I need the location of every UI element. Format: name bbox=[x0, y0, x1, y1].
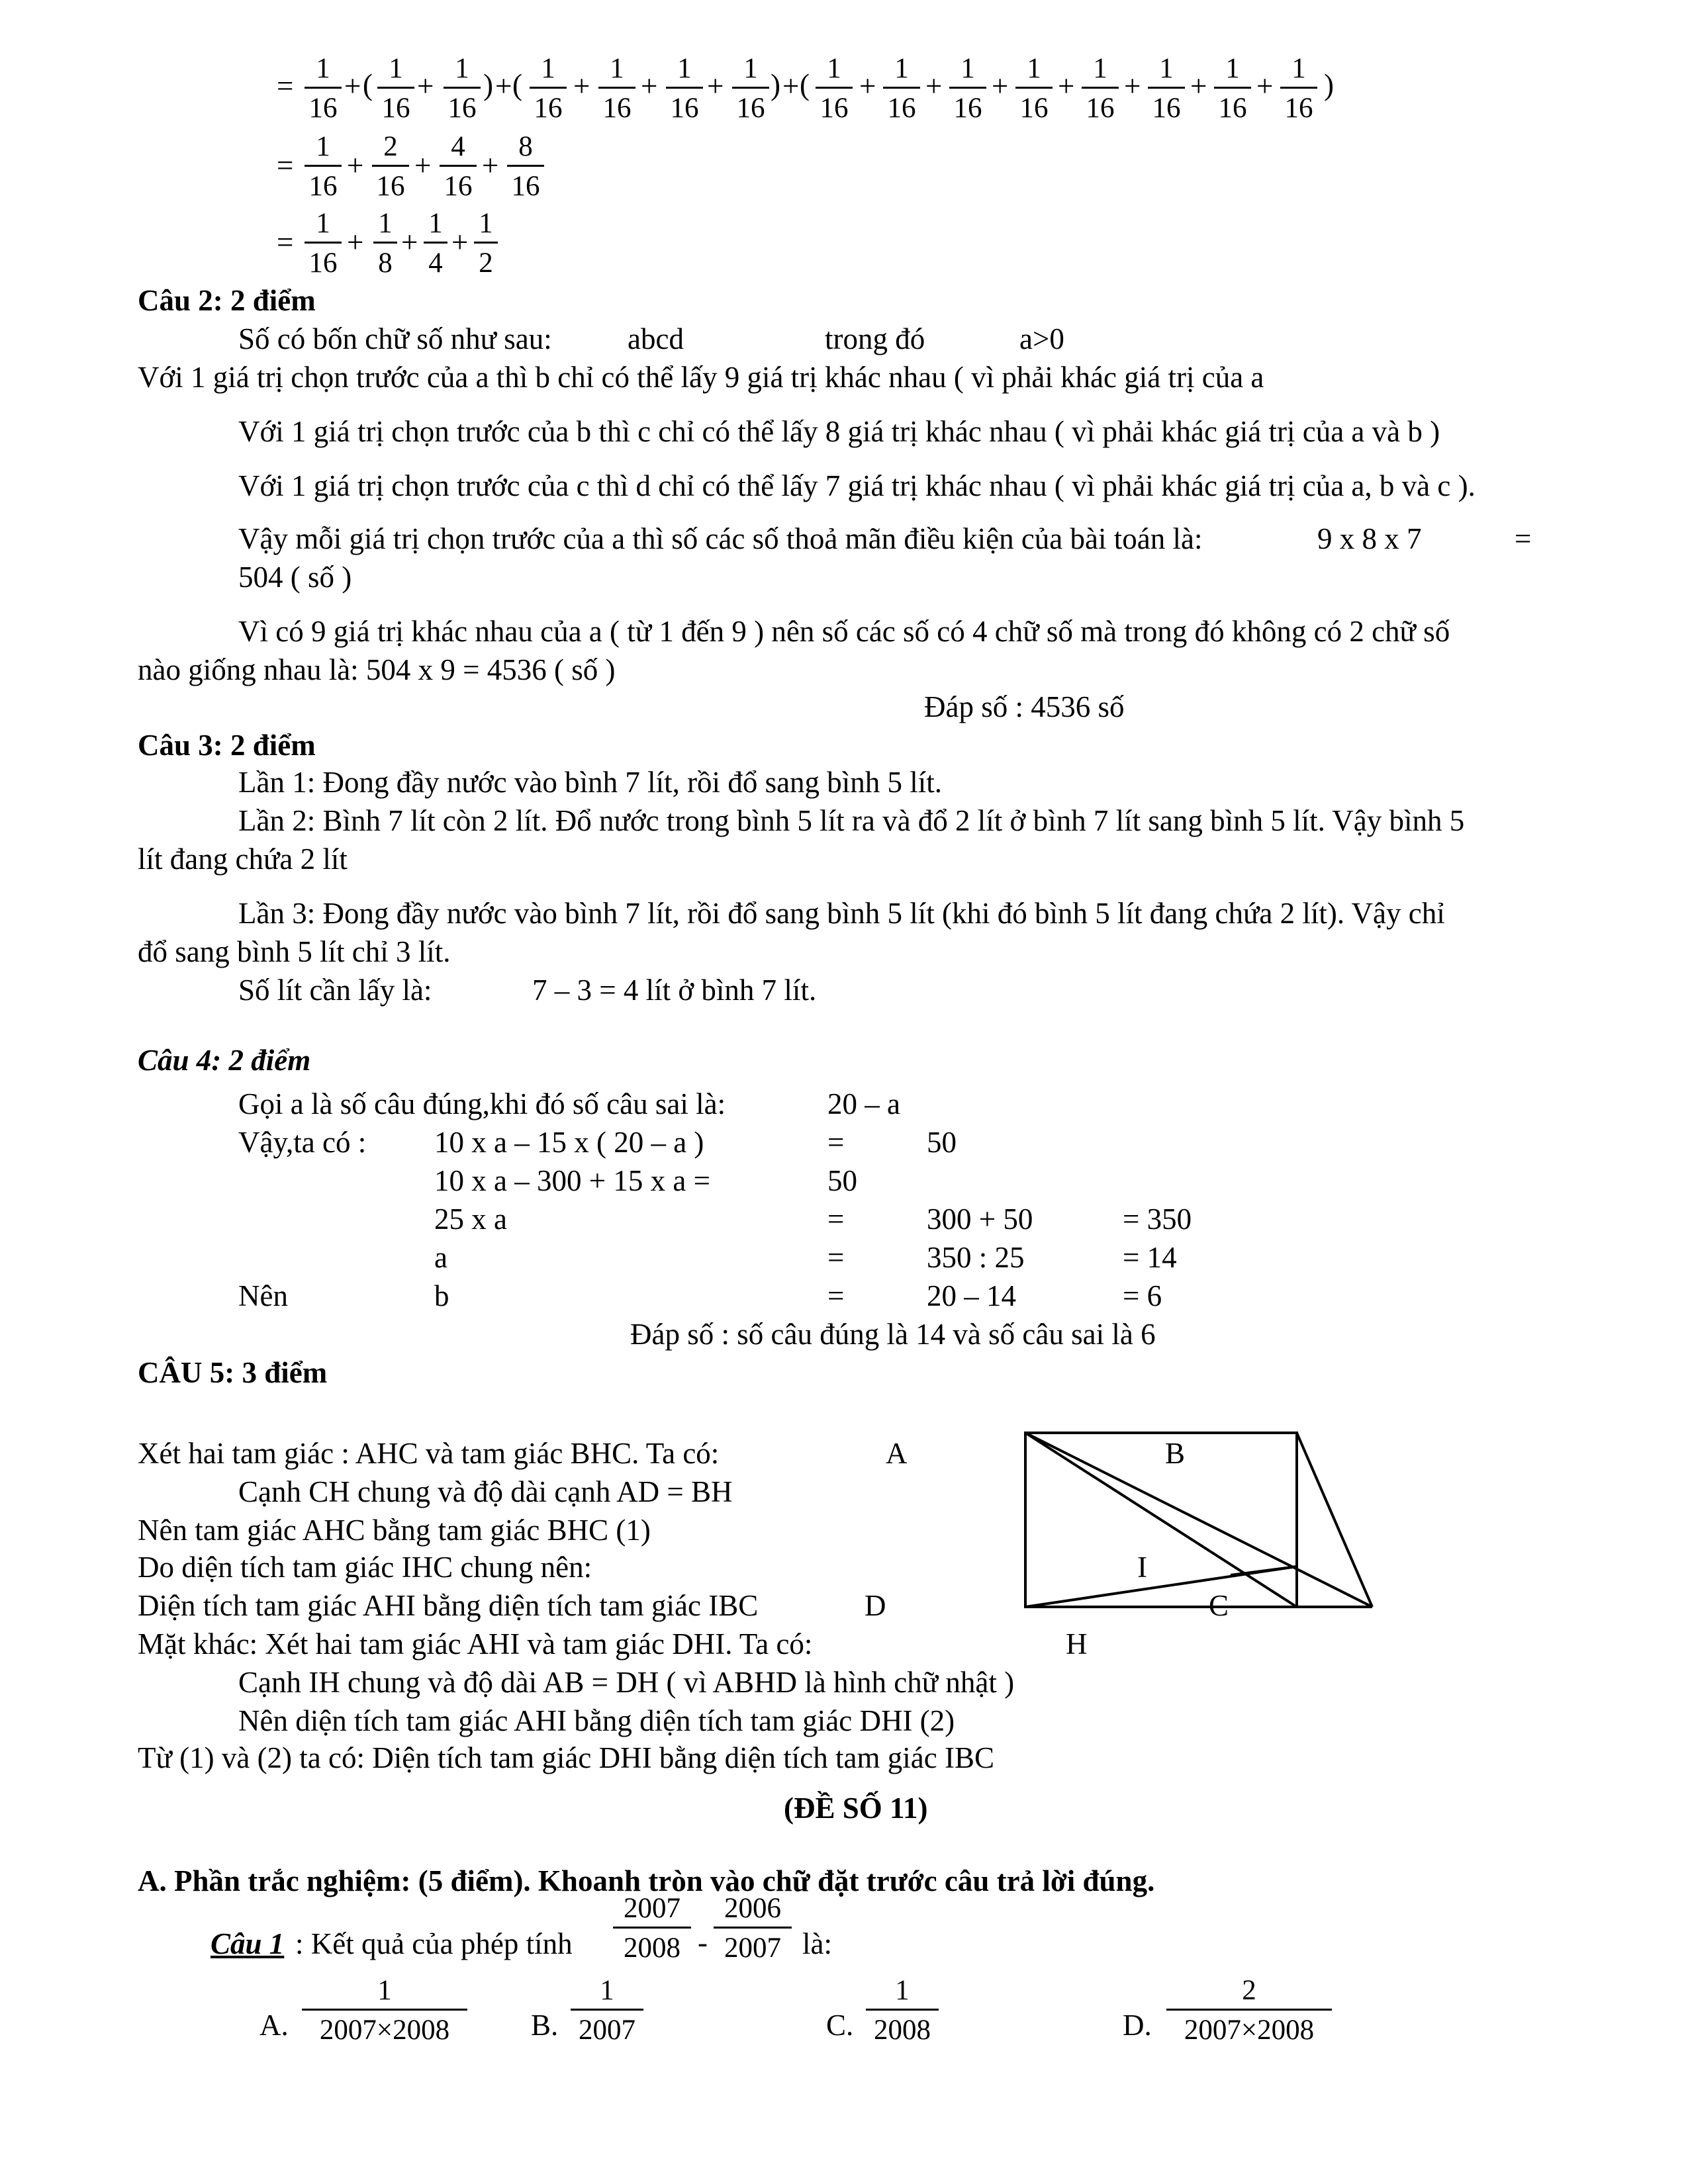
q5-line4: Do diện tích tam giác IHC chung nên: bbox=[138, 1551, 592, 1584]
rectangle-abhd bbox=[1025, 1433, 1297, 1607]
q1-fraction-1: $\frac{2007}{2008}$ bbox=[613, 1894, 691, 1962]
q4-r5b: = bbox=[827, 1241, 845, 1274]
q4-r4d: = 350 bbox=[1123, 1203, 1192, 1236]
segment-ah bbox=[1025, 1433, 1297, 1607]
equals-sign: = bbox=[277, 226, 294, 259]
q4-r2b: 10 x a – 15 x ( 20 – a ) bbox=[434, 1126, 704, 1159]
q1-label: Câu 1 bbox=[211, 1927, 285, 1960]
fraction: $\frac{1}{16}$ bbox=[530, 54, 567, 122]
q1-text: : Kết quả của phép tính bbox=[295, 1927, 573, 1960]
q4-r2a: Vậy,ta có : bbox=[238, 1126, 367, 1159]
q1-fraction-2: $\frac{2006}{2007}$ bbox=[714, 1894, 792, 1962]
fraction: $\frac{1}{8}$ bbox=[373, 209, 397, 277]
fraction: $\frac{1}{16}$ bbox=[305, 209, 342, 277]
q3-line3: lít đang chứa 2 lít bbox=[138, 842, 348, 876]
q5-line3: Nên tam giác AHC bằng tam giác BHC (1) bbox=[138, 1514, 651, 1547]
fraction: $\frac{1}{16}$ bbox=[1280, 54, 1317, 122]
fraction: $\frac{1}{2}$ bbox=[474, 209, 498, 277]
q1-tail: là: bbox=[802, 1927, 832, 1960]
q4-r6d: 20 – 14 bbox=[927, 1279, 1016, 1312]
plus-sign: + bbox=[573, 69, 590, 103]
segment-bc bbox=[1297, 1433, 1372, 1607]
q4-r6c: = bbox=[827, 1279, 845, 1312]
option-fraction: $\frac{2}{2007\times 2008}$ bbox=[1166, 1976, 1332, 2044]
plus-sign: + bbox=[482, 149, 499, 182]
figure-label-c: C bbox=[1209, 1589, 1229, 1622]
q3-line1: Lần 1: Đong đầy nước vào bình 7 lít, rồi đổ sang bình 5 lít. bbox=[238, 766, 943, 799]
q3-line6-a: Số lít cần lấy là: bbox=[238, 974, 432, 1007]
q5-line6: Mặt khác: Xét hai tam giác AHI và tam giác DHI. Ta có: bbox=[138, 1627, 813, 1661]
q3-line5: đổ sang bình 5 lít chỉ 3 lít. bbox=[138, 935, 451, 968]
option-letter: C. bbox=[826, 2009, 854, 2042]
q4-heading: Câu 4: 2 điểm bbox=[138, 1044, 311, 1077]
figure-label-a: A bbox=[886, 1437, 908, 1470]
q3-line6-b: 7 – 3 = 4 lít ở bình 7 lít. bbox=[532, 974, 817, 1007]
plus-sign: + bbox=[347, 149, 364, 182]
plus-sign: + bbox=[451, 226, 469, 259]
plus-sign: + bbox=[401, 226, 418, 259]
q3-line4: Lần 3: Đong đầy nước vào bình 7 lít, rồi đổ sang bình 5 lít (khi đó bình 5 lít đang chứa 2 lít). Vậy chỉ bbox=[238, 897, 1445, 930]
figure-label-h: H bbox=[1066, 1627, 1088, 1661]
figure-label-d: D bbox=[865, 1589, 886, 1622]
q4-r1a: Gọi a là số câu đúng,khi đó số câu sai là: bbox=[238, 1087, 726, 1120]
fraction: $\frac{1}{16}$ bbox=[732, 54, 769, 122]
q2-line6: 504 ( số ) bbox=[238, 561, 352, 594]
plus-sign: + bbox=[859, 69, 876, 103]
q5-line7: Cạnh IH chung và độ dài AB = DH ( vì ABHD là hình chữ nhật ) bbox=[238, 1666, 1015, 1699]
plus-sign: + bbox=[782, 69, 800, 103]
option-fraction: $\frac{1}{2007}$ bbox=[571, 1976, 643, 2044]
q2-line2: Với 1 giá trị chọn trước của a thì b chỉ có thể lấy 9 giá trị khác nhau ( vì phải khác giá trị của a bbox=[138, 361, 1264, 394]
option-fraction: $\frac{1}{2008}$ bbox=[866, 1976, 939, 2044]
equals-sign: = bbox=[277, 149, 294, 182]
q2-heading: Câu 2: 2 điểm bbox=[138, 284, 316, 317]
option-fraction: $\frac{1}{2007\times 2008}$ bbox=[302, 1976, 467, 2044]
q4-r5a: a bbox=[434, 1241, 447, 1274]
fraction: $\frac{2}{16}$ bbox=[372, 132, 409, 201]
q5-line1: Xét hai tam giác : AHC và tam giác BHC. Ta có: bbox=[138, 1437, 720, 1470]
plus-sign: + bbox=[344, 69, 361, 103]
q5-line5: Diện tích tam giác AHI bằng diện tích tam giác IBC bbox=[138, 1589, 759, 1622]
fraction: $\frac{1}{4}$ bbox=[424, 209, 447, 277]
q4-r4b: = bbox=[827, 1203, 845, 1236]
fraction: $\frac{1}{16}$ bbox=[949, 54, 986, 122]
fraction: $\frac{1}{16}$ bbox=[1214, 54, 1251, 122]
q4-r3a: 10 x a – 300 + 15 x a = bbox=[434, 1164, 710, 1197]
plus-sign: + bbox=[417, 69, 434, 103]
right-paren: ) bbox=[1324, 68, 1334, 101]
q4-r1b: 20 – a bbox=[827, 1087, 900, 1120]
right-paren: ) bbox=[771, 68, 780, 101]
segment-ci bbox=[1231, 1567, 1297, 1575]
fraction: $\frac{1}{16}$ bbox=[666, 54, 703, 122]
plus-sign: + bbox=[1124, 69, 1141, 103]
q4-r4c: 300 + 50 bbox=[927, 1203, 1033, 1236]
fraction: $\frac{1}{16}$ bbox=[1082, 54, 1119, 122]
fraction: $\frac{1}{16}$ bbox=[598, 54, 635, 122]
equals-sign: = bbox=[277, 69, 294, 103]
q3-heading: Câu 3: 2 điểm bbox=[138, 729, 316, 762]
figure-label-b: B bbox=[1165, 1437, 1186, 1470]
fraction: $\frac{1}{16}$ bbox=[1148, 54, 1185, 122]
q4-r5c: 350 : 25 bbox=[927, 1241, 1025, 1274]
q4-r2c: = bbox=[827, 1126, 845, 1159]
fraction: $\frac{1}{16}$ bbox=[883, 54, 920, 122]
fraction: $\frac{1}{16}$ bbox=[1015, 54, 1053, 122]
left-paren: ( bbox=[363, 68, 373, 101]
plus-sign: + bbox=[641, 69, 658, 103]
q5-line8: Nên diện tích tam giác AHI bằng diện tích tam giác DHI (2) bbox=[238, 1704, 955, 1737]
q3-line2: Lần 2: Bình 7 lít còn 2 lít. Đổ nước trong bình 5 lít ra và đổ 2 lít ở bình 7 lít sang bình 5 lít. Vậy bình 5 bbox=[238, 804, 1465, 837]
q4-answer: Đáp số : số câu đúng là 14 và số câu sai là 6 bbox=[630, 1318, 1156, 1351]
q2-line4: Với 1 giá trị chọn trước của c thì d chỉ có thể lấy 7 giá trị khác nhau ( vì phải khác giá trị của a, b và c ). bbox=[238, 469, 1476, 502]
fraction: $\frac{4}{16}$ bbox=[440, 132, 477, 201]
q2-line3: Với 1 giá trị chọn trước của b thì c chỉ có thể lấy 8 giá trị khác nhau ( vì phải khác giá trị của a và b ) bbox=[238, 415, 1440, 448]
option-letter: D. bbox=[1123, 2009, 1152, 2042]
q2-line8: nào giống nhau là: 504 x 9 = 4536 ( số ) bbox=[138, 653, 616, 686]
q4-r3b: 50 bbox=[827, 1164, 857, 1197]
q2-line5-b: 9 x 8 x 7 bbox=[1317, 522, 1422, 555]
exam-title: (ĐỀ SỐ 11) bbox=[784, 1792, 928, 1825]
q4-r5d: = 14 bbox=[1123, 1241, 1177, 1274]
segment-di bbox=[1025, 1567, 1297, 1607]
option-letter: B. bbox=[531, 2009, 559, 2042]
q4-r6b: b bbox=[434, 1279, 449, 1312]
q2-line1-b: abcd bbox=[628, 322, 684, 355]
fraction: $\frac{1}{16}$ bbox=[816, 54, 853, 122]
fraction: $\frac{1}{16}$ bbox=[305, 54, 342, 122]
minus-sign: - bbox=[698, 1926, 708, 1959]
plus-sign: + bbox=[1190, 69, 1207, 103]
plus-sign: + bbox=[414, 149, 432, 182]
plus-sign: + bbox=[925, 69, 943, 103]
q5-heading: CÂU 5: 3 điểm bbox=[138, 1356, 328, 1389]
plus-sign: + bbox=[1058, 69, 1075, 103]
plus-sign: + bbox=[992, 69, 1009, 103]
plus-sign: + bbox=[707, 69, 724, 103]
q4-r2d: 50 bbox=[927, 1126, 957, 1159]
part-a-heading: A. Phần trắc nghiệm: (5 điểm). Khoanh tròn vào chữ đặt trước câu trả lời đúng. bbox=[138, 1864, 1155, 1897]
q4-r6e: = 6 bbox=[1123, 1279, 1162, 1312]
plus-sign: + bbox=[1256, 69, 1274, 103]
plus-sign: + bbox=[347, 226, 364, 259]
q2-line1-d: a>0 bbox=[1019, 322, 1064, 355]
left-paren: ( bbox=[800, 68, 810, 101]
q4-r6a: Nên bbox=[238, 1279, 288, 1312]
plus-sign: + bbox=[495, 69, 512, 103]
fraction: $\frac{1}{16}$ bbox=[377, 54, 414, 122]
q2-line1-c: trong đó bbox=[825, 322, 925, 355]
fraction: $\frac{1}{16}$ bbox=[305, 132, 342, 201]
left-paren: ( bbox=[512, 68, 522, 101]
right-paren: ) bbox=[483, 68, 493, 101]
q5-line9: Từ (1) và (2) ta có: Diện tích tam giác DHI bằng diện tích tam giác IBC bbox=[138, 1741, 994, 1774]
q2-answer: Đáp số : 4536 số bbox=[924, 690, 1125, 723]
segment-ac bbox=[1025, 1433, 1372, 1607]
q2-line7: Vì có 9 giá trị khác nhau của a ( từ 1 đến 9 ) nên số các số có 4 chữ số mà trong đó không có 2 chữ số bbox=[238, 615, 1450, 648]
figure-label-i: I bbox=[1137, 1551, 1147, 1584]
q2-line5-a: Vậy mỗi giá trị chọn trước của a thì số các số thoả mãn điều kiện của bài toán là: bbox=[238, 522, 1203, 555]
fraction: $\frac{1}{16}$ bbox=[444, 54, 481, 122]
q4-r4a: 25 x a bbox=[434, 1203, 507, 1236]
q5-line2: Cạnh CH chung và độ dài cạnh AD = BH bbox=[238, 1475, 733, 1508]
option-letter: A. bbox=[259, 2009, 289, 2042]
fraction: $\frac{8}{16}$ bbox=[507, 132, 544, 201]
q2-line1-a: Số có bốn chữ số như sau: bbox=[238, 322, 552, 355]
q2-line5-c: = bbox=[1515, 522, 1532, 555]
